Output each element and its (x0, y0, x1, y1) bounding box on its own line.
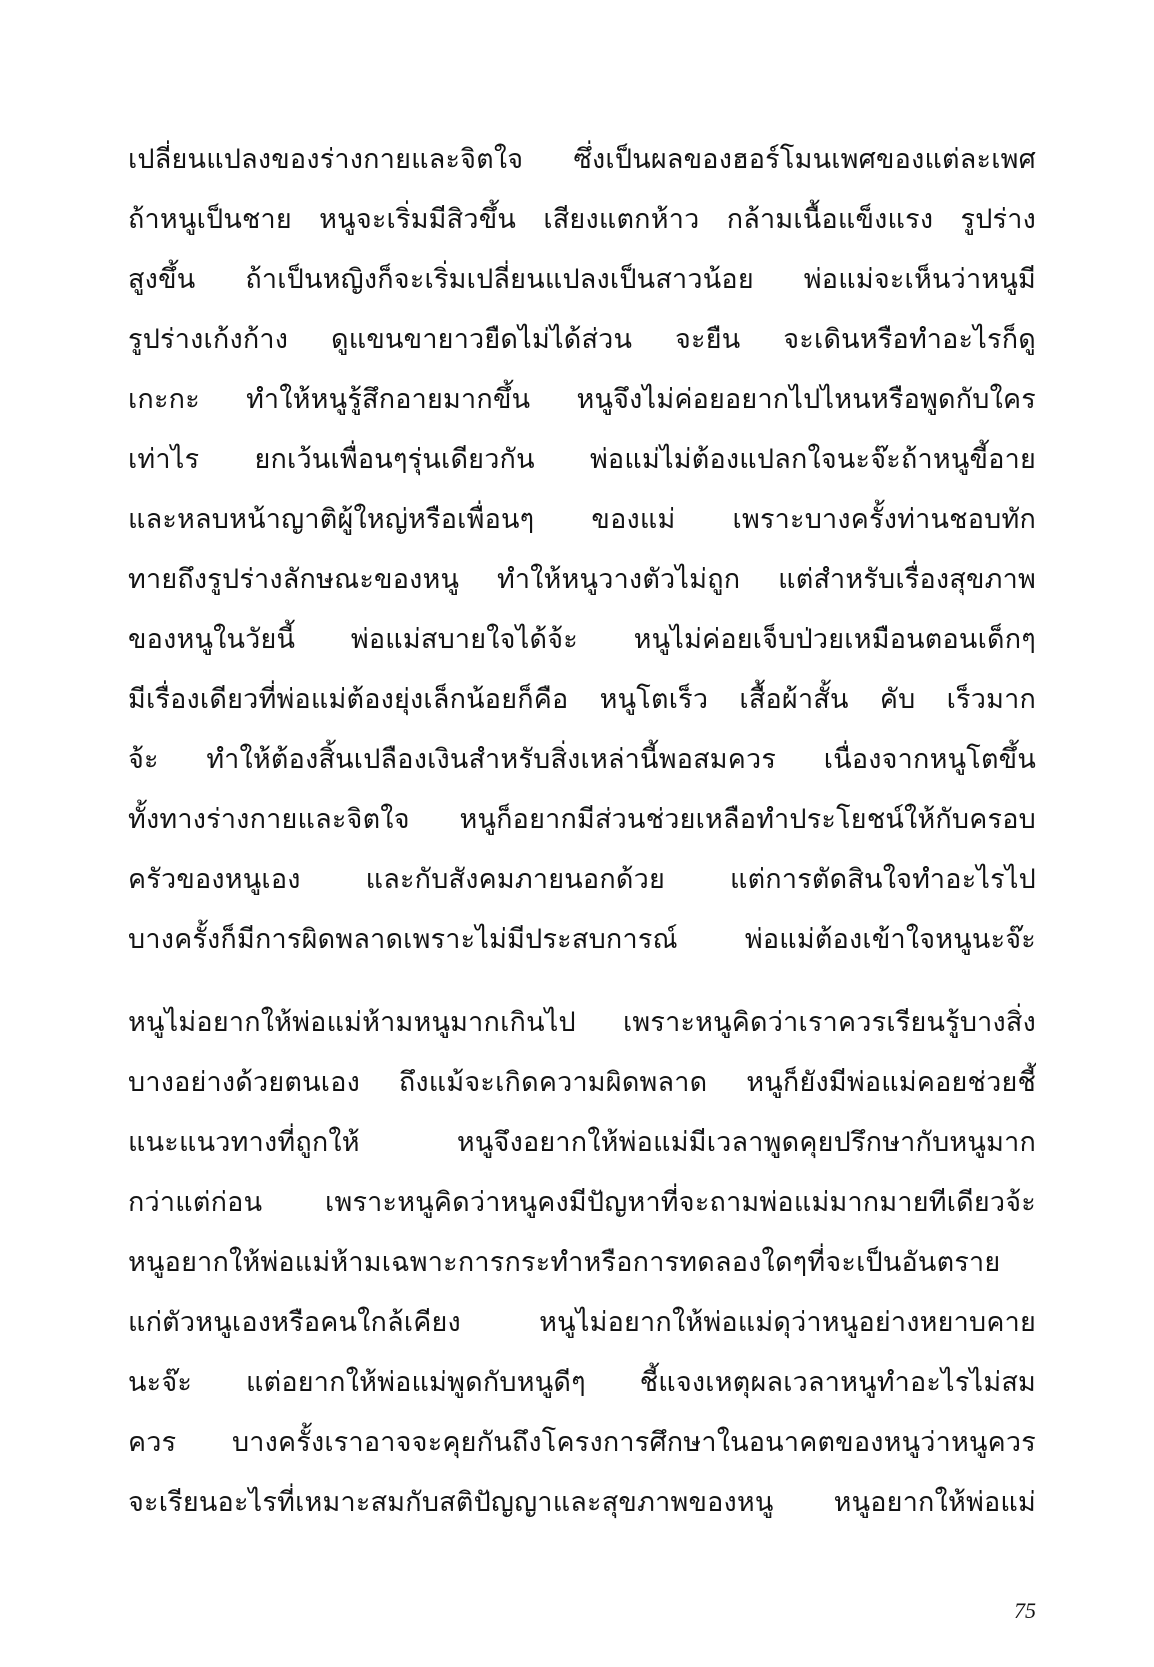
text-line: บางอย่างด้วยตนเอง ถึงแม้จะเกิดความผิดพลาด หนูก็ยังมีพ่อแม่คอยช่วยชี้ (128, 1067, 1036, 1098)
text-line: มีเรื่องเดียวที่พ่อแม่ต้องยุ่งเล็กน้อยก็คือ หนูโตเร็ว เสื้อผ้าสั้น คับ เร็วมาก (128, 684, 1036, 715)
text-line: จ้ะ ทำให้ต้องสิ้นเปลืองเงินสำหรับสิ่งเหล่านี้พอสมควร เนื่องจากหนูโตขึ้น (128, 744, 1036, 775)
text-line: หนูไม่อยากให้พ่อแม่ห้ามหนูมากเกินไป เพราะหนูคิดว่าเราควรเรียนรู้บางสิ่ง (128, 1007, 1036, 1038)
text-line: ทายถึงรูปร่างลักษณะของหนู ทำให้หนูวางตัวไม่ถูก แต่สำหรับเรื่องสุขภาพ (128, 564, 1036, 595)
text-line: ควร บางครั้งเราอาจจะคุยกันถึงโครงการศึกษาในอนาคตของหนูว่าหนูควร (128, 1427, 1036, 1458)
text-line: ถ้าหนูเป็นชาย หนูจะเริ่มมีสิวขึ้น เสียงแตกห้าว กล้ามเนื้อแข็งแรง รูปร่าง (128, 204, 1036, 235)
text-line: และหลบหน้าญาติผู้ใหญ่หรือเพื่อนๆ ของแม่ เพราะบางครั้งท่านชอบทัก (128, 504, 1036, 535)
paragraph-1 (128, 130, 1036, 970)
text-line: บางครั้งก็มีการผิดพลาดเพราะไม่มีประสบการณ์ พ่อแม่ต้องเข้าใจหนูนะจ๊ะ (128, 924, 1036, 955)
text-line: เกะกะ ทำให้หนูรู้สึกอายมากขึ้น หนูจึงไม่ค่อยอยากไปไหนหรือพูดกับใคร (128, 384, 1036, 415)
text-line: ทั้งทางร่างกายและจิตใจ หนูก็อยากมีส่วนช่วยเหลือทำประโยชน์ให้กับครอบ (128, 804, 1036, 835)
text-line: ของหนูในวัยนี้ พ่อแม่สบายใจได้จ้ะ หนูไม่ค่อยเจ็บป่วยเหมือนตอนเด็กๆ (128, 624, 1036, 655)
text-line: เปลี่ยนแปลงของร่างกายและจิตใจ ซึ่งเป็นผลของฮอร์โมนเพศของแต่ละเพศ (128, 144, 1036, 175)
text-line: นะจ๊ะ แต่อยากให้พ่อแม่พูดกับหนูดีๆ ชี้แจงเหตุผลเวลาหนูทำอะไรไม่สม (128, 1367, 1036, 1398)
text-line: สูงขึ้น ถ้าเป็นหญิงก็จะเริ่มเปลี่ยนแปลงเป็นสาวน้อย พ่อแม่จะเห็นว่าหนูมี (128, 264, 1036, 295)
text-line: ครัวของหนูเอง และกับสังคมภายนอกด้วย แต่การตัดสินใจทำอะไรไป (128, 864, 1036, 895)
text-line: แก่ตัวหนูเองหรือคนใกล้เคียง หนูไม่อยากให้พ่อแม่ดุว่าหนูอย่างหยาบคาย (128, 1307, 1036, 1338)
text-line: รูปร่างเก้งก้าง ดูแขนขายาวยืดไม่ได้ส่วน จะยืน จะเดินหรือทำอะไรก็ดู (128, 324, 1036, 355)
text-line: เท่าไร ยกเว้นเพื่อนๆรุ่นเดียวกัน พ่อแม่ไม่ต้องแปลกใจนะจ๊ะถ้าหนูขี้อาย (128, 444, 1036, 475)
text-line: กว่าแต่ก่อน เพราะหนูคิดว่าหนูคงมีปัญหาที่จะถามพ่อแม่มากมายทีเดียวจ้ะ (128, 1187, 1036, 1218)
text-line: หนูอยากให้พ่อแม่ห้ามเฉพาะการกระทำหรือการทดลองใดๆที่จะเป็นอันตราย (128, 1247, 1001, 1278)
paragraph-2 (128, 993, 1036, 1533)
text-line: จะเรียนอะไรที่เหมาะสมกับสติปัญญาและสุขภาพของหนู หนูอยากให้พ่อแม่ (128, 1487, 1036, 1518)
text-line: แนะแนวทางที่ถูกให้ หนูจึงอยากให้พ่อแม่มีเวลาพูดคุยปรึกษากับหนูมาก (128, 1127, 1036, 1158)
page-number: 75 (1014, 1598, 1036, 1623)
